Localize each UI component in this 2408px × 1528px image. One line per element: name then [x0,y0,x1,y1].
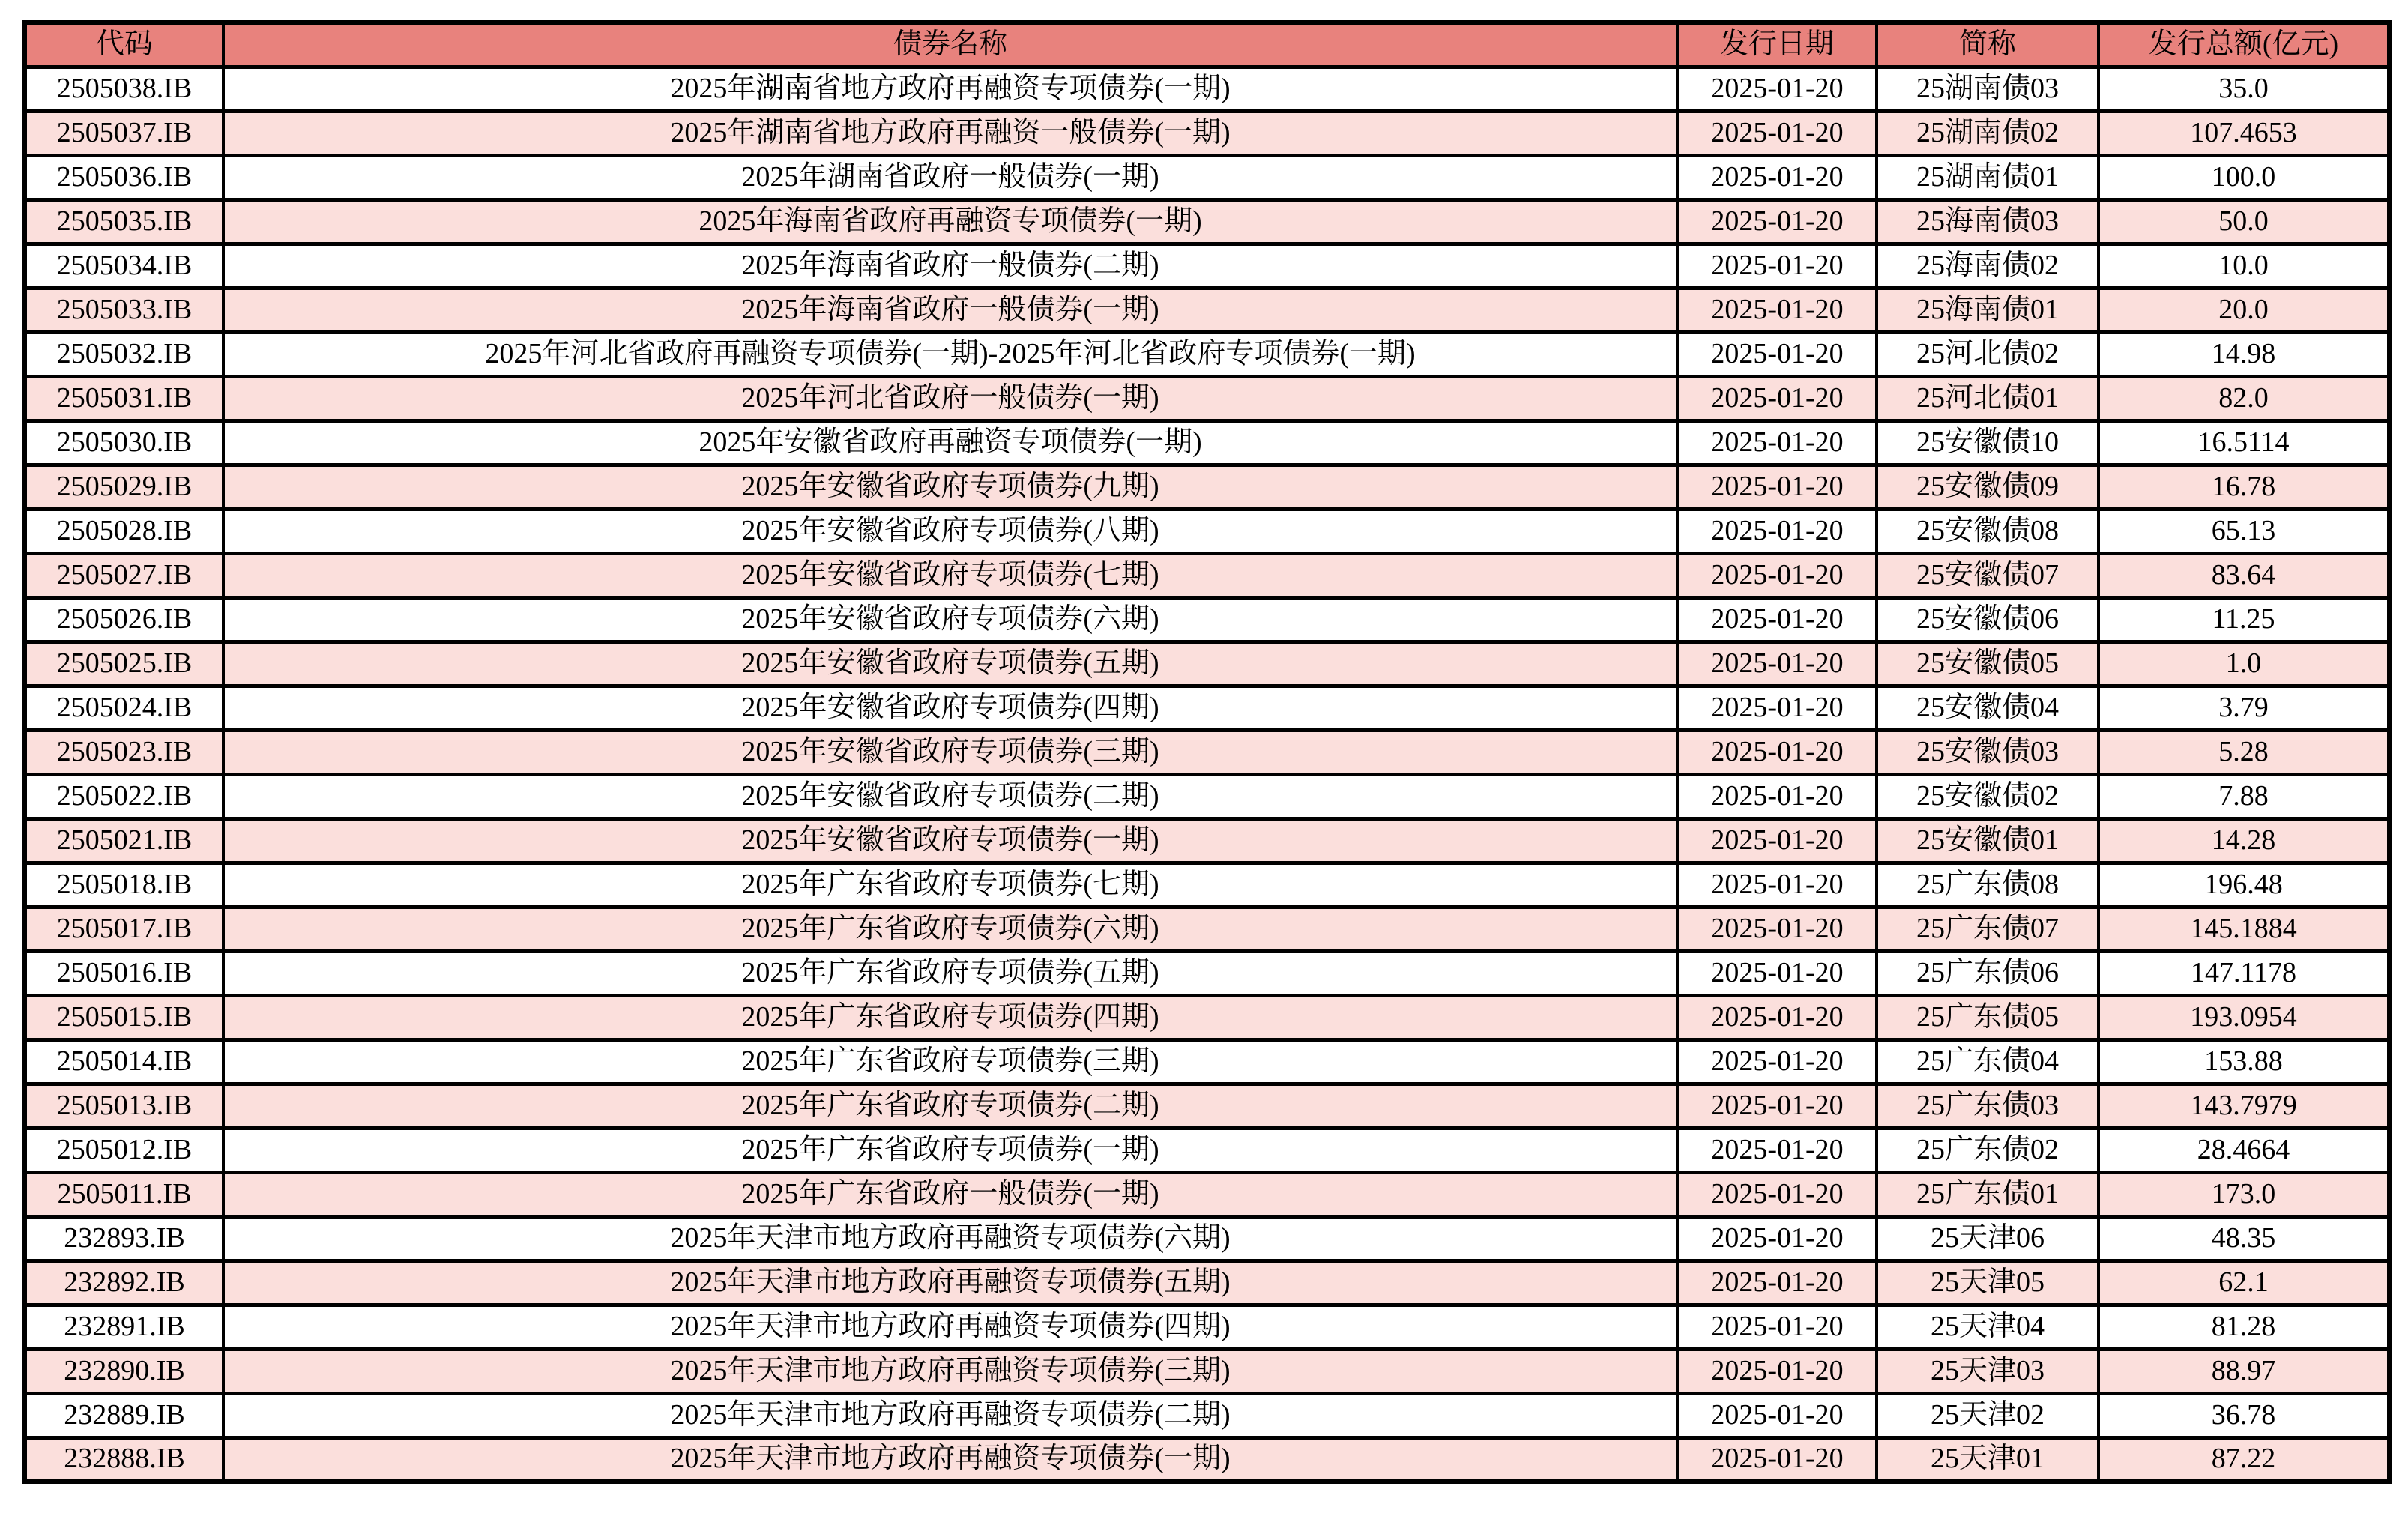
cell-issue-date: 2025-01-20 [1677,863,1877,907]
table-row [25,376,2389,420]
cell-bond-name: 2025年天津市地方政府再融资专项债券(三期) [223,1349,1677,1393]
table-row [25,951,2389,995]
cell-issue-date: 2025-01-20 [1677,553,1877,597]
cell-bond-name: 2025年广东省政府专项债券(四期) [223,995,1677,1039]
table-row [25,907,2389,951]
cell-bond-name: 2025年湖南省政府一般债券(一期) [223,155,1677,199]
table-row [25,597,2389,641]
cell-bond-name: 2025年广东省政府专项债券(三期) [223,1039,1677,1084]
cell-short-name: 25广东债07 [1877,907,2098,951]
cell-short-name: 25湖南债02 [1877,111,2098,155]
cell-bond-name: 2025年天津市地方政府再融资专项债券(一期) [223,1437,1677,1482]
cell-short-name: 25天津06 [1877,1216,2098,1260]
cell-code: 2505028.IB [25,509,223,553]
cell-bond-name: 2025年广东省政府专项债券(七期) [223,863,1677,907]
table-row [25,288,2389,332]
cell-bond-name: 2025年湖南省地方政府再融资一般债券(一期) [223,111,1677,155]
cell-short-name: 25广东债08 [1877,863,2098,907]
cell-issue-date: 2025-01-20 [1677,1172,1877,1216]
cell-code: 232889.IB [25,1393,223,1437]
cell-bond-name: 2025年安徽省政府专项债券(八期) [223,509,1677,553]
cell-issue-date: 2025-01-20 [1677,1128,1877,1172]
cell-code: 2505036.IB [25,155,223,199]
cell-bond-name: 2025年河北省政府再融资专项债券(一期)-2025年河北省政府专项债券(一期) [223,332,1677,376]
table-row [25,686,2389,730]
cell-issue-amount: 35.0 [2098,67,2389,111]
cell-code: 232888.IB [25,1437,223,1482]
cell-bond-name: 2025年安徽省政府专项债券(六期) [223,597,1677,641]
cell-issue-date: 2025-01-20 [1677,641,1877,686]
cell-issue-amount: 193.0954 [2098,995,2389,1039]
cell-bond-name: 2025年河北省政府一般债券(一期) [223,376,1677,420]
cell-issue-amount: 28.4664 [2098,1128,2389,1172]
cell-issue-date: 2025-01-20 [1677,686,1877,730]
cell-issue-date: 2025-01-20 [1677,332,1877,376]
cell-issue-amount: 173.0 [2098,1172,2389,1216]
cell-issue-amount: 62.1 [2098,1260,2389,1305]
table-row [25,67,2389,111]
cell-code: 2505016.IB [25,951,223,995]
header-cell-issue-date: 发行日期 [1677,22,1877,67]
header-cell-bond-name: 债券名称 [223,22,1677,67]
table-row [25,774,2389,818]
cell-issue-date: 2025-01-20 [1677,465,1877,509]
table-row [25,1393,2389,1437]
table-row [25,1216,2389,1260]
cell-issue-date: 2025-01-20 [1677,774,1877,818]
cell-short-name: 25安徽债04 [1877,686,2098,730]
cell-short-name: 25天津03 [1877,1349,2098,1393]
cell-bond-name: 2025年安徽省政府专项债券(三期) [223,730,1677,774]
cell-short-name: 25安徽债08 [1877,509,2098,553]
table-row [25,553,2389,597]
cell-issue-date: 2025-01-20 [1677,1039,1877,1084]
table-row [25,1172,2389,1216]
cell-issue-amount: 88.97 [2098,1349,2389,1393]
cell-issue-amount: 20.0 [2098,288,2389,332]
cell-bond-name: 2025年海南省政府再融资专项债券(一期) [223,199,1677,244]
cell-issue-amount: 1.0 [2098,641,2389,686]
cell-bond-name: 2025年安徽省政府专项债券(五期) [223,641,1677,686]
cell-code: 2505029.IB [25,465,223,509]
table-row [25,111,2389,155]
cell-bond-name: 2025年广东省政府专项债券(五期) [223,951,1677,995]
cell-issue-amount: 16.78 [2098,465,2389,509]
cell-issue-date: 2025-01-20 [1677,67,1877,111]
cell-short-name: 25安徽债06 [1877,597,2098,641]
cell-issue-amount: 147.1178 [2098,951,2389,995]
table-body [25,67,2389,1482]
cell-issue-amount: 107.4653 [2098,111,2389,155]
cell-issue-date: 2025-01-20 [1677,951,1877,995]
cell-issue-amount: 145.1884 [2098,907,2389,951]
cell-bond-name: 2025年安徽省政府专项债券(一期) [223,818,1677,863]
cell-issue-amount: 10.0 [2098,244,2389,288]
cell-short-name: 25安徽债05 [1877,641,2098,686]
cell-issue-date: 2025-01-20 [1677,1305,1877,1349]
cell-bond-name: 2025年安徽省政府专项债券(二期) [223,774,1677,818]
table-row [25,332,2389,376]
cell-bond-name: 2025年天津市地方政府再融资专项债券(六期) [223,1216,1677,1260]
cell-code: 2505018.IB [25,863,223,907]
cell-issue-date: 2025-01-20 [1677,509,1877,553]
bond-issuance-table [22,20,2392,1484]
cell-issue-amount: 48.35 [2098,1216,2389,1260]
cell-code: 2505034.IB [25,244,223,288]
cell-issue-date: 2025-01-20 [1677,818,1877,863]
cell-issue-date: 2025-01-20 [1677,244,1877,288]
cell-issue-amount: 87.22 [2098,1437,2389,1482]
cell-short-name: 25广东债04 [1877,1039,2098,1084]
cell-issue-date: 2025-01-20 [1677,1084,1877,1128]
cell-short-name: 25河北债02 [1877,332,2098,376]
cell-short-name: 25广东债02 [1877,1128,2098,1172]
table-row [25,1084,2389,1128]
cell-short-name: 25广东债05 [1877,995,2098,1039]
cell-code: 2505011.IB [25,1172,223,1216]
cell-short-name: 25安徽债02 [1877,774,2098,818]
cell-issue-amount: 83.64 [2098,553,2389,597]
cell-code: 2505017.IB [25,907,223,951]
cell-issue-date: 2025-01-20 [1677,111,1877,155]
cell-code: 232892.IB [25,1260,223,1305]
cell-short-name: 25海南债03 [1877,199,2098,244]
cell-code: 2505014.IB [25,1039,223,1084]
cell-bond-name: 2025年安徽省政府再融资专项债券(一期) [223,420,1677,465]
cell-short-name: 25广东债03 [1877,1084,2098,1128]
cell-code: 2505024.IB [25,686,223,730]
cell-bond-name: 2025年海南省政府一般债券(二期) [223,244,1677,288]
cell-short-name: 25天津02 [1877,1393,2098,1437]
table-row [25,641,2389,686]
table-row [25,730,2389,774]
cell-bond-name: 2025年广东省政府一般债券(一期) [223,1172,1677,1216]
cell-code: 232893.IB [25,1216,223,1260]
cell-short-name: 25湖南债01 [1877,155,2098,199]
table-row [25,1039,2389,1084]
cell-short-name: 25湖南债03 [1877,67,2098,111]
table-row [25,199,2389,244]
cell-short-name: 25广东债01 [1877,1172,2098,1216]
cell-short-name: 25天津05 [1877,1260,2098,1305]
cell-short-name: 25安徽债09 [1877,465,2098,509]
cell-code: 2505027.IB [25,553,223,597]
table-row [25,818,2389,863]
cell-issue-date: 2025-01-20 [1677,1349,1877,1393]
cell-short-name: 25海南债02 [1877,244,2098,288]
cell-code: 2505023.IB [25,730,223,774]
cell-code: 2505032.IB [25,332,223,376]
cell-issue-amount: 81.28 [2098,1305,2389,1349]
cell-code: 2505030.IB [25,420,223,465]
cell-issue-amount: 100.0 [2098,155,2389,199]
header-row [25,22,2389,67]
cell-issue-amount: 5.28 [2098,730,2389,774]
cell-issue-amount: 36.78 [2098,1393,2389,1437]
cell-issue-date: 2025-01-20 [1677,995,1877,1039]
cell-bond-name: 2025年广东省政府专项债券(一期) [223,1128,1677,1172]
cell-short-name: 25河北债01 [1877,376,2098,420]
cell-issue-amount: 50.0 [2098,199,2389,244]
cell-bond-name: 2025年安徽省政府专项债券(九期) [223,465,1677,509]
cell-issue-date: 2025-01-20 [1677,1260,1877,1305]
table-row [25,1128,2389,1172]
cell-bond-name: 2025年天津市地方政府再融资专项债券(四期) [223,1305,1677,1349]
cell-issue-date: 2025-01-20 [1677,597,1877,641]
cell-code: 2505026.IB [25,597,223,641]
cell-issue-amount: 3.79 [2098,686,2389,730]
cell-short-name: 25安徽债03 [1877,730,2098,774]
cell-code: 2505038.IB [25,67,223,111]
cell-code: 2505025.IB [25,641,223,686]
cell-code: 232890.IB [25,1349,223,1393]
cell-code: 2505013.IB [25,1084,223,1128]
cell-code: 2505021.IB [25,818,223,863]
table-row [25,509,2389,553]
header-cell-code: 代码 [25,22,223,67]
header-cell-issue-amount: 发行总额(亿元) [2098,22,2389,67]
cell-short-name: 25安徽债07 [1877,553,2098,597]
cell-issue-date: 2025-01-20 [1677,1437,1877,1482]
table-row [25,244,2389,288]
table-row [25,420,2389,465]
cell-short-name: 25天津04 [1877,1305,2098,1349]
cell-code: 2505037.IB [25,111,223,155]
cell-bond-name: 2025年天津市地方政府再融资专项债券(二期) [223,1393,1677,1437]
cell-short-name: 25安徽债10 [1877,420,2098,465]
cell-code: 2505031.IB [25,376,223,420]
cell-issue-date: 2025-01-20 [1677,1393,1877,1437]
table-row [25,995,2389,1039]
table-row [25,155,2389,199]
cell-bond-name: 2025年安徽省政府专项债券(四期) [223,686,1677,730]
cell-issue-amount: 14.28 [2098,818,2389,863]
table-header [25,22,2389,67]
cell-code: 2505012.IB [25,1128,223,1172]
table-row [25,1349,2389,1393]
cell-code: 2505022.IB [25,774,223,818]
table-row [25,1305,2389,1349]
cell-issue-date: 2025-01-20 [1677,376,1877,420]
cell-issue-amount: 196.48 [2098,863,2389,907]
cell-short-name: 25安徽债01 [1877,818,2098,863]
cell-issue-date: 2025-01-20 [1677,155,1877,199]
cell-issue-amount: 82.0 [2098,376,2389,420]
cell-bond-name: 2025年湖南省地方政府再融资专项债券(一期) [223,67,1677,111]
table-row [25,465,2389,509]
cell-code: 2505033.IB [25,288,223,332]
cell-short-name: 25海南债01 [1877,288,2098,332]
cell-issue-amount: 65.13 [2098,509,2389,553]
cell-issue-amount: 14.98 [2098,332,2389,376]
cell-short-name: 25广东债06 [1877,951,2098,995]
cell-issue-amount: 16.5114 [2098,420,2389,465]
cell-issue-date: 2025-01-20 [1677,288,1877,332]
cell-bond-name: 2025年安徽省政府专项债券(七期) [223,553,1677,597]
cell-bond-name: 2025年广东省政府专项债券(六期) [223,907,1677,951]
table-row [25,1437,2389,1482]
cell-bond-name: 2025年海南省政府一般债券(一期) [223,288,1677,332]
header-cell-short-name: 简称 [1877,22,2098,67]
table-row [25,1260,2389,1305]
table-row [25,863,2389,907]
cell-issue-amount: 143.7979 [2098,1084,2389,1128]
cell-short-name: 25天津01 [1877,1437,2098,1482]
cell-code: 2505035.IB [25,199,223,244]
cell-issue-amount: 153.88 [2098,1039,2389,1084]
cell-bond-name: 2025年广东省政府专项债券(二期) [223,1084,1677,1128]
cell-bond-name: 2025年天津市地方政府再融资专项债券(五期) [223,1260,1677,1305]
cell-issue-date: 2025-01-20 [1677,1216,1877,1260]
cell-issue-date: 2025-01-20 [1677,907,1877,951]
cell-code: 232891.IB [25,1305,223,1349]
cell-issue-date: 2025-01-20 [1677,420,1877,465]
cell-issue-date: 2025-01-20 [1677,199,1877,244]
cell-code: 2505015.IB [25,995,223,1039]
cell-issue-amount: 11.25 [2098,597,2389,641]
cell-issue-date: 2025-01-20 [1677,730,1877,774]
cell-issue-amount: 7.88 [2098,774,2389,818]
